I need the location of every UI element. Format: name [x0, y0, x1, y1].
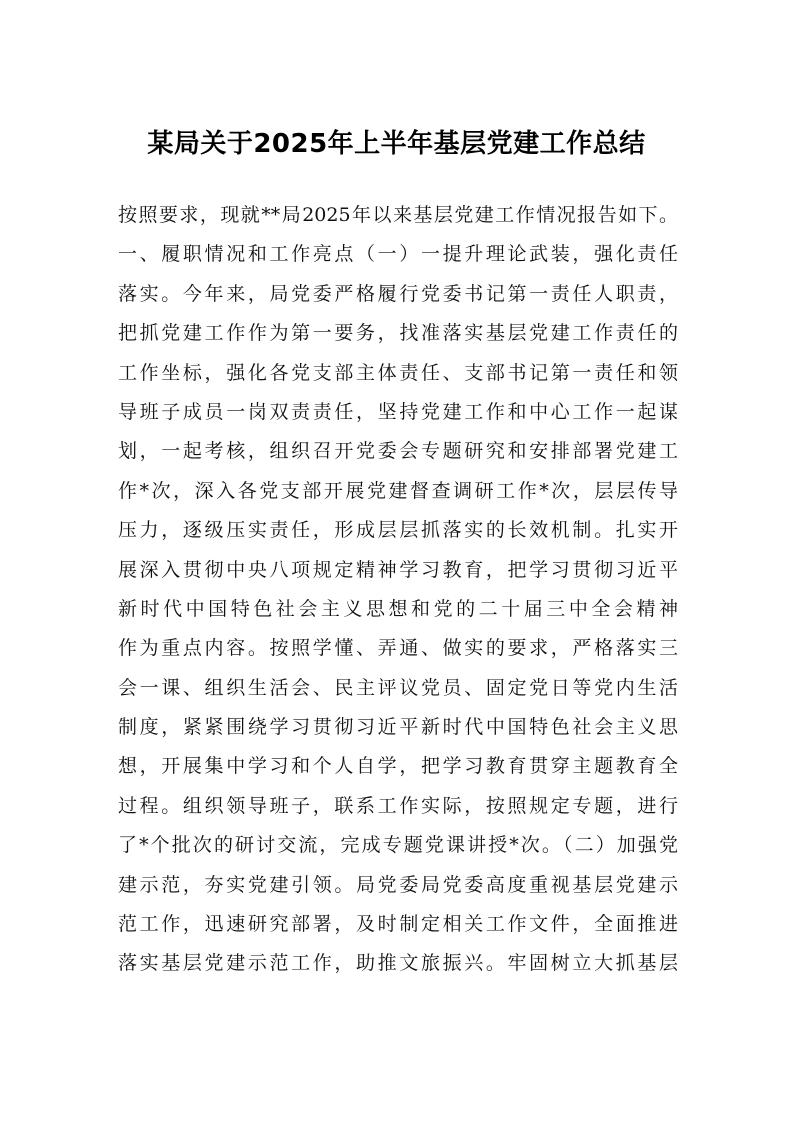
- body-line: 把抓党建工作作为第一要务，找准落实基层党建工作责任的: [118, 322, 678, 345]
- body-line: 建示范，夯实党建引领。局党委局党委高度重视基层党建示: [118, 873, 678, 896]
- body-line: 作*次，深入各党支部开展党建督查调研工作*次，层层传导: [118, 479, 678, 502]
- body-line: 按照要求，现就**局2025年以来基层党建工作情况报告如下。: [118, 204, 678, 226]
- body-line: 范工作，迅速研究部署，及时制定相关工作文件，全面推进: [118, 913, 678, 936]
- body-line: 展深入贯彻中央八项规定精神学习教育，把学习贯彻习近平: [118, 558, 678, 581]
- body-line: 新时代中国特色社会主义思想和党的二十届三中全会精神: [118, 597, 678, 620]
- body-line: 了*个批次的研讨交流，完成专题党课讲授*次。（二）加强党: [118, 834, 678, 857]
- body-line: 工作坐标，强化各党支部主体责任、支部书记第一责任和领: [118, 361, 678, 384]
- body-line: 压力，逐级压实责任，形成层层抓落实的长效机制。扎实开: [118, 519, 678, 542]
- body-line: 会一课、组织生活会、民主评议党员、固定党日等党内生活: [118, 676, 678, 699]
- body-line: 想，开展集中学习和个人自学，把学习教育贯穿主题教育全: [118, 755, 678, 778]
- body-line: 落实基层党建示范工作，助推文旅振兴。牢固树立大抓基层: [118, 952, 678, 975]
- body-line: 划，一起考核，组织召开党委会专题研究和安排部署党建工: [118, 440, 678, 463]
- document-body: [118, 196, 678, 984]
- body-line: 制度，紧紧围绕学习贯彻习近平新时代中国特色社会主义思: [118, 716, 678, 739]
- body-line: 作为重点内容。按照学懂、弄通、做实的要求，严格落实三: [118, 637, 678, 660]
- body-line: 过程。组织领导班子，联系工作实际，按照规定专题，进行: [118, 794, 678, 817]
- body-line: 落实。今年来，局党委严格履行党委书记第一责任人职责，: [118, 282, 678, 305]
- document-title: 某局关于2025年上半年基层党建工作总结: [147, 129, 646, 159]
- body-line: 一、履职情况和工作亮点（一）一提升理论武装，强化责任: [118, 243, 678, 266]
- body-line: 导班子成员一岗双责责任，坚持党建工作和中心工作一起谋: [118, 400, 678, 423]
